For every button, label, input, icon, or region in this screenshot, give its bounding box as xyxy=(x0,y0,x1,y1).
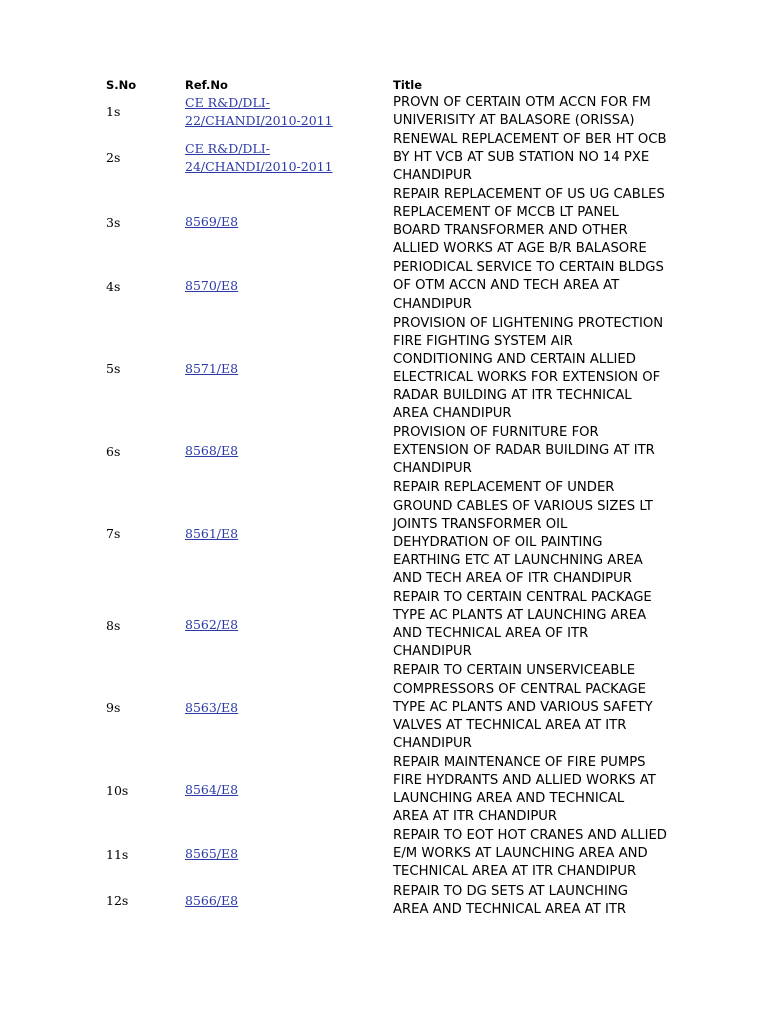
row-serial-number: 9s xyxy=(106,700,121,716)
table-row xyxy=(104,882,704,919)
row-ref-cell xyxy=(183,479,389,589)
row-title: PROVN OF CERTAIN OTM ACCN FOR FM UNIVERISITY AT BALASORE (ORISSA) xyxy=(393,94,651,128)
row-title: REPAIR REPLACEMENT OF US UG CABLES REPLACEMENT OF MCCB LT PANEL BOARD TRANSFORMER AND OTHER ALLIED WORKS AT AGE B/R BALASORE xyxy=(393,186,665,257)
table-body xyxy=(104,93,704,919)
ref-no-link[interactable]: 8563/E8 xyxy=(185,699,239,715)
row-ref-cell xyxy=(183,589,389,662)
table-row xyxy=(104,259,704,314)
table-row xyxy=(104,185,704,258)
row-serial-number: 8s xyxy=(106,617,121,633)
row-serial-number: 4s xyxy=(106,278,121,294)
table-row xyxy=(104,424,704,479)
row-title: REPAIR TO CERTAIN UNSERVICEABLE COMPRESSORS OF CENTRAL PACKAGE TYPE AC PLANTS AND VARIOUS SAFETY VALVES AT TECHNICAL AREA AT ITR CHANDIPUR xyxy=(393,663,653,751)
row-serial-number: 3s xyxy=(106,214,121,230)
row-ref-cell xyxy=(183,130,389,185)
row-serial-number: 2s xyxy=(106,150,121,166)
row-serial-number: 1s xyxy=(106,104,121,120)
table-row xyxy=(104,827,704,882)
header-sno: S.No xyxy=(106,77,137,92)
row-title: PROVISION OF FURNITURE FOR EXTENSION OF RADAR BUILDING AT ITR CHANDIPUR xyxy=(393,425,655,477)
row-ref-cell xyxy=(183,314,389,424)
row-ref-cell xyxy=(183,827,389,882)
row-ref-cell xyxy=(183,882,389,919)
row-ref-cell xyxy=(183,662,389,753)
row-title: REPAIR TO EOT HOT CRANES AND ALLIED E/M WORKS AT LAUNCHING AREA AND TECHNICAL AREA AT ITR CHANDIPUR xyxy=(393,828,667,880)
row-ref-cell xyxy=(183,753,389,826)
row-ref-cell xyxy=(183,93,389,130)
row-ref-cell xyxy=(183,424,389,479)
row-ref-cell xyxy=(183,259,389,314)
table-row xyxy=(104,130,704,185)
table-row xyxy=(104,662,704,753)
ref-no-link[interactable]: 8565/E8 xyxy=(185,846,239,862)
ref-no-link[interactable]: 8561/E8 xyxy=(185,525,239,541)
tender-table xyxy=(104,76,704,919)
table-header-row xyxy=(104,76,704,93)
header-title: Title xyxy=(393,77,423,92)
table-row xyxy=(104,753,704,826)
ref-no-link[interactable]: 8562/E8 xyxy=(185,617,239,633)
row-serial-number: 5s xyxy=(106,361,121,377)
row-title: REPAIR TO DG SETS AT LAUNCHING AREA AND TECHNICAL AREA AT ITR xyxy=(393,883,628,917)
header-ref-no: Ref.No xyxy=(185,77,228,92)
row-title: PROVISION OF LIGHTENING PROTECTION FIRE FIGHTING SYSTEM AIR CONDITIONING AND CERTAIN ALLIED ELECTRICAL WORKS FOR EXTENSION OF RADAR BUILDING AT ITR TECHNICAL AREA CHANDIPUR xyxy=(393,315,664,422)
ref-no-link[interactable]: CE R&D/DLI- 22/CHANDI/2010-2011 xyxy=(185,94,333,128)
row-serial-number: 12s xyxy=(106,893,129,909)
row-ref-cell xyxy=(183,185,389,258)
row-title: REPAIR REPLACEMENT OF UNDER GROUND CABLES OF VARIOUS SIZES LT JOINTS TRANSFORMER OIL DEHYDRATION OF OIL PAINTING EARTHING ETC AT LAUNCHNING AREA AND TECH AREA OF ITR CHANDIPUR xyxy=(393,480,653,586)
ref-no-link[interactable]: 8564/E8 xyxy=(185,782,239,798)
table-row xyxy=(104,479,704,589)
table-row xyxy=(104,93,704,130)
row-title: REPAIR TO CERTAIN CENTRAL PACKAGE TYPE AC PLANTS AT LAUNCHING AREA AND TECHNICAL AREA OF ITR CHANDIPUR xyxy=(393,590,652,660)
row-title: REPAIR MAINTENANCE OF FIRE PUMPS FIRE HYDRANTS AND ALLIED WORKS AT LAUNCHING AREA AND TECHNICAL AREA AT ITR CHANDIPUR xyxy=(393,754,656,825)
row-serial-number: 11s xyxy=(106,846,129,862)
row-serial-number: 6s xyxy=(106,443,121,459)
ref-no-link[interactable]: 8571/E8 xyxy=(185,360,239,376)
table-row xyxy=(104,314,704,424)
ref-no-link[interactable]: 8566/E8 xyxy=(185,892,239,908)
row-serial-number: 7s xyxy=(106,526,121,542)
ref-no-link[interactable]: 8568/E8 xyxy=(185,443,239,459)
ref-no-link[interactable]: CE R&D/DLI- 24/CHANDI/2010-2011 xyxy=(185,140,333,174)
table-row xyxy=(104,589,704,662)
ref-no-link[interactable]: 8569/E8 xyxy=(185,214,239,230)
row-serial-number: 10s xyxy=(106,782,129,798)
row-title: PERIODICAL SERVICE TO CERTAIN BLDGS OF OTM ACCN AND TECH AREA AT CHANDIPUR xyxy=(393,260,664,312)
row-title: RENEWAL REPLACEMENT OF BER HT OCB BY HT VCB AT SUB STATION NO 14 PXE CHANDIPUR xyxy=(393,131,667,183)
ref-no-link[interactable]: 8570/E8 xyxy=(185,278,239,294)
